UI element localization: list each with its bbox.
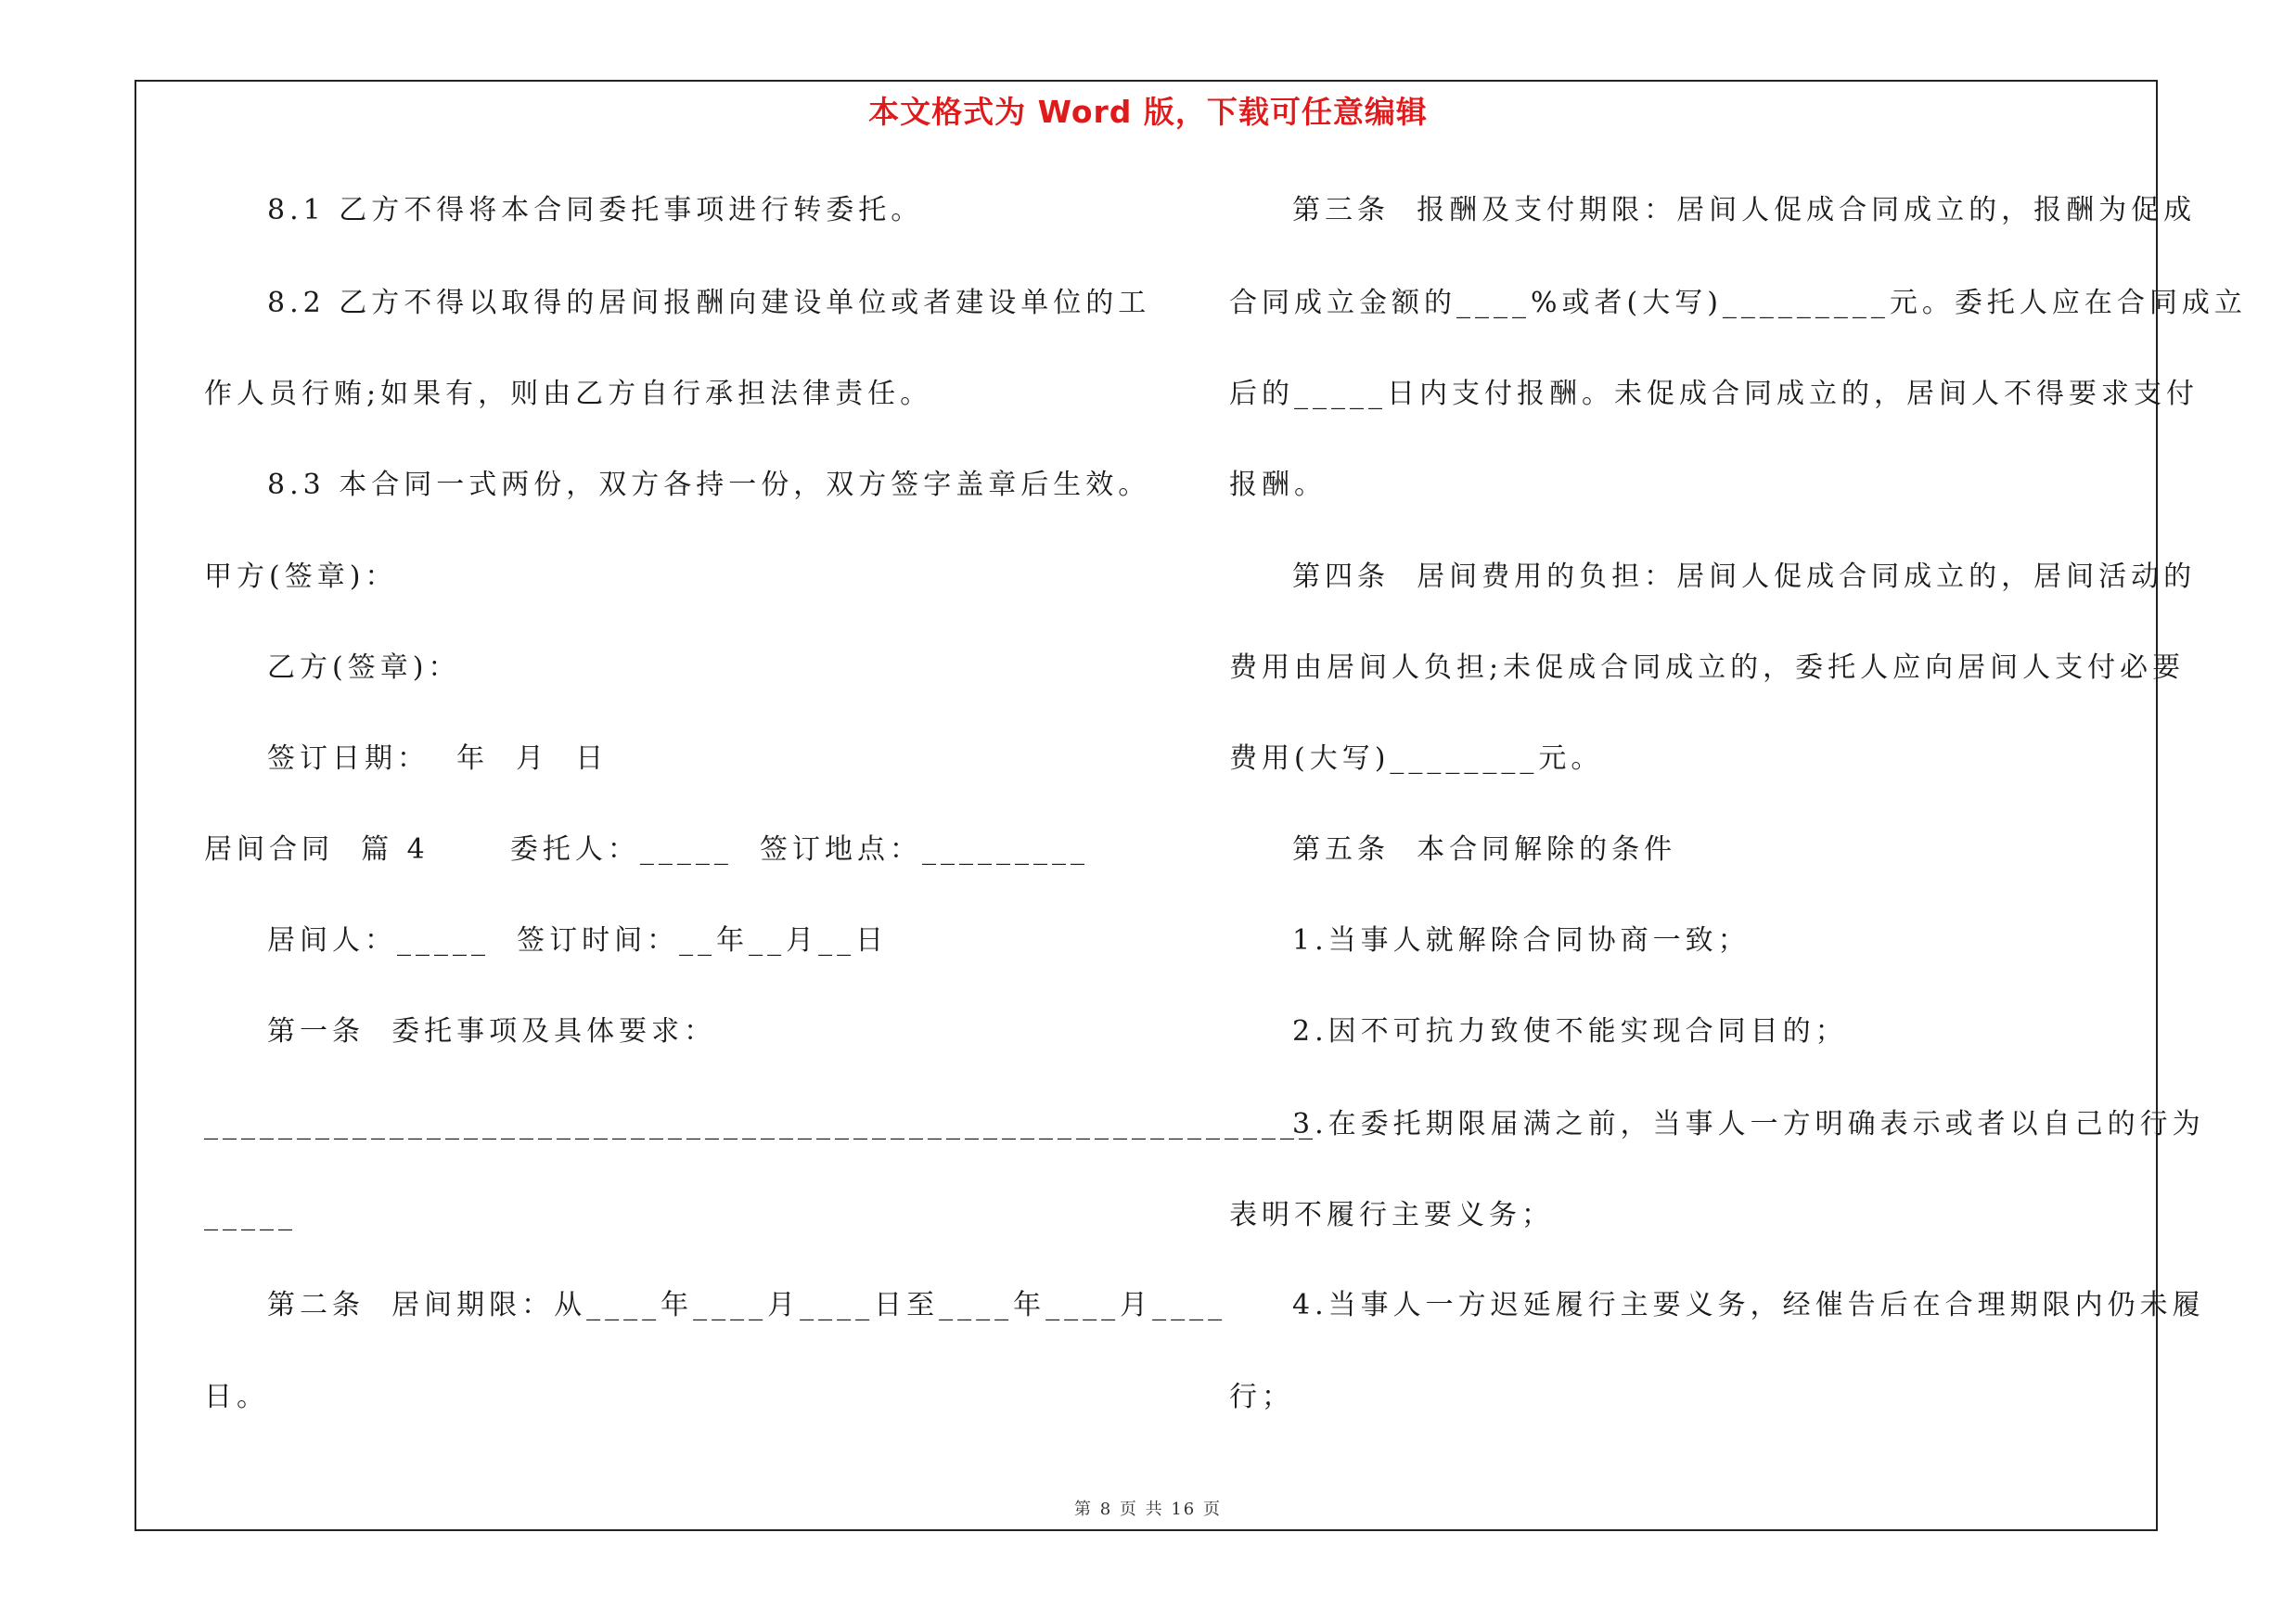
article-5: 第五条 本合同解除的条件	[1292, 833, 1677, 866]
clause-8-1: 8.1 乙方不得将本合同委托事项进行转委托。	[267, 194, 924, 226]
article-1: 第一条 委托事项及具体要求：	[267, 1015, 717, 1048]
blank-line-2: _____	[204, 1199, 297, 1231]
contract-4-heading: 居间合同 篇 4 委托人：_____ 签订地点：_________	[204, 833, 1089, 866]
clause-8-3: 8.3 本合同一式两份，双方各持一份，双方签字盖章后生效。	[267, 469, 1151, 501]
condition-3: 3.在委托期限届满之前，当事人一方明确表示或者以自己的行为	[1292, 1108, 2205, 1140]
article-3-line-2: 合同成立金额的____%或者(大写)_________元。委托人应在合同成立	[1229, 287, 2247, 319]
blank-line-1: ____________________________________________________________	[204, 1108, 1317, 1140]
intermediary-line: 居间人：_____ 签订时间：__年__月__日	[267, 924, 889, 957]
condition-3-continued: 表明不履行主要义务；	[1229, 1199, 1554, 1231]
condition-2: 2.因不可抗力致使不能实现合同目的；	[1292, 1015, 1848, 1048]
condition-1: 1.当事人就解除合同协商一致；	[1292, 924, 1751, 957]
party-a-signature: 甲方(签章)：	[204, 560, 398, 593]
article-4-line-2: 费用由居间人负担;未促成合同成立的，委托人应向居间人支付必要	[1229, 651, 2186, 684]
clause-8-2-continued: 作人员行贿;如果有，则由乙方自行承担法律责任。	[204, 378, 933, 410]
party-b-signature: 乙方(签章)：	[267, 651, 461, 684]
sign-date: 签订日期： 年 月 日	[267, 742, 609, 775]
article-3-line-4: 报酬。	[1229, 469, 1327, 501]
article-3: 第三条 报酬及支付期限：居间人促成合同成立的，报酬为促成	[1292, 194, 2197, 226]
condition-4: 4.当事人一方迟延履行主要义务，经催告后在合理期限内仍未履	[1292, 1289, 2205, 1321]
article-2: 第二条 居间期限：从____年____月____日至____年____月____	[267, 1289, 1227, 1321]
article-2-continued: 日。	[204, 1381, 269, 1413]
article-3-line-3: 后的_____日内支付报酬。未促成合同成立的，居间人不得要求支付	[1229, 378, 2199, 410]
clause-8-2: 8.2 乙方不得以取得的居间报酬向建设单位或者建设单位的工	[267, 287, 1151, 319]
article-4-line-3: 费用(大写)________元。	[1229, 742, 1604, 775]
document-banner: 本文格式为 Word 版，下载可任意编辑	[868, 94, 1428, 130]
page-number: 第 8 页 共 16 页	[1074, 1500, 1222, 1519]
condition-4-continued: 行；	[1229, 1381, 1294, 1413]
article-4: 第四条 居间费用的负担：居间人促成合同成立的，居间活动的	[1292, 560, 2197, 593]
